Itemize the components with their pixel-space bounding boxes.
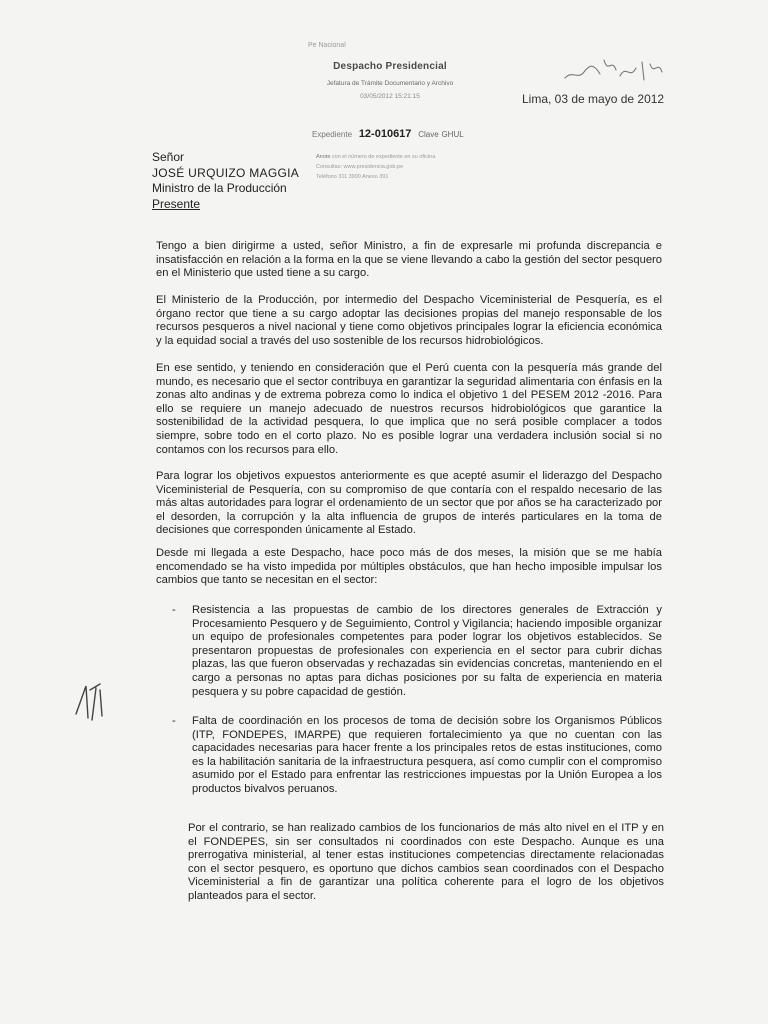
list-item-text: Resistencia a las propuestas de cambio de los directores generales de Extracción y Procesamiento Pesquero y de Seguimiento, Control y Vigilancia; haciendo imposible organizar un equipo de profesionales competentes para poder lograr los objetivos establecidos. Se presentaron propuestas de profesionales con experiencia en el sector para cubrir dichas plazas, las que fueron observadas y rechazadas sin evidencias concretas, manteniendo en el cargo a personas no aptas para dichas posiciones por su falta de experiencia en materia pesquera y su pobre capacidad de gestión. [192,604,662,698]
paragraph: El Ministerio de la Producción, por intermedio del Despacho Viceministerial de Pesquería, es el órgano rector que tiene a su cargo adoptar las decisiones propias del manejo responsable de los recursos pesqueros a nivel nacional y tiene como objetivos principales lograr la eficiencia económica y la equidad social a través del uso sostenible de los recursos hidrobiológicos. [156,294,662,347]
stamp-header: Pe Nacional [308,42,346,49]
recipient-title: Ministro de la Producción [152,181,287,195]
recipient-name: JOSÉ URQUIZO MAGGIA [152,165,300,180]
notes-line: con el número de expediente en su oficina [331,154,436,160]
paragraph: En ese sentido, y teniendo en consideración que el Perú cuenta con la pesquería más grande del mundo, es necesario que el sector contribuya en garantizar la seguridad alimentaria con énfasis en la zonas alto andinas y de extrema pobreza como lo indica el objetivo 1 del PESEM 2012 -2016. Para ello se requiere un manejo adecuado de nuestros recursos hidrobiológicos que garantice la sostenibilidad de la actividad pesquera, lo que implica que no será posible complacer a todos siempre, sobre todo en el corto plazo. No es posible lograr una verdadera inclusión social si no contamos con los recursos para ello. [156,362,662,456]
expediente-label: Expediente [312,130,353,139]
expediente-line [312,128,464,140]
stamp-office: Despacho Presidencial [333,61,447,72]
expediente-number: 12-010617 [358,128,412,140]
notes-annotation: Anote [316,154,331,160]
list-item-text: Falta de coordinación en los procesos de toma de decisión sobre los Organismos Públicos (ITP, FONDEPES, IMARPE) que requieren fortalecimiento ya que no cuentan con las capacidades necesarias para hacer frente a los principales retos de estas instituciones, como es la habilitación sanitaria de la infraestructura pesquera, así como cumplir con el compromiso asumido por el Estado para enfrentar las restricciones impuestas por la Unión Europea a los productos bivalvos peruanos. [192,715,662,795]
stamp-timestamp: 03/05/2012 15:21:15 [360,93,420,100]
recipient-block [152,150,299,212]
notes-line: Consultas: www.presidencia.gob.pe [316,164,404,170]
clave-value: GHUL [441,130,464,139]
notes-line: Teléfono 311 3900 Anexo 391 [316,174,389,180]
recipient-presente: Presente [152,196,201,211]
handwritten-initials [560,50,670,90]
reception-stamp [300,42,480,100]
margin-mark [70,680,110,726]
clave-label: Clave [418,130,439,139]
stamp-jefatura: Jefatura de Trámite Documentario y Archivo [326,80,454,87]
bullet-marker: - [172,715,176,727]
paragraph: Para lograr los objetivos expuestos anteriormente es que acepté asumir el liderazgo del Despacho Viceministerial de Pesquería, con su compromiso de que contaría con el respaldo necesario de las más altas autoridades para lograr el ordenamiento de un sector que por años se ha caracterizado por el desorden, la corrupción y la alta influencia de grupos de interés particulares en la toma de decisiones que corresponden únicamente al Estado. [156,470,662,537]
letter-date: Lima, 03 de mayo de 2012 [522,92,665,106]
salutation: Señor [152,150,185,164]
stamp-notes [316,152,435,182]
bullet-marker: - [172,604,176,616]
closing-paragraph: Por el contrario, se han realizado cambios de los funcionarios de más alto nivel en el ITP y en el FONDEPES, sin ser consultados ni coordinados con este Despacho. Aunque es una prerrogativa ministerial, al tener estas instituciones competencias directamente relacionadas con el sector pesquero, es oportuno que dichos cambios sean coordinados con el Despacho Viceministerial a fin de garantizar una política coherente para el logro de los objetivos planteados para el sector. [188,822,664,902]
paragraph: Tengo a bien dirigirme a usted, señor Ministro, a fin de expresarle mi profunda discrepancia e insatisfacción en relación a la forma en la que se viene llevando a cabo la gestión del sector pesquero en el Ministerio que usted tiene a su cargo. [156,240,662,280]
paragraph: Desde mi llegada a este Despacho, hace poco más de dos meses, la misión que se me había encomendado se ha visto impedida por múltiples obstáculos, que han hecho imposible impulsar los cambios que tanto se necesitan en el sector: [156,547,662,587]
